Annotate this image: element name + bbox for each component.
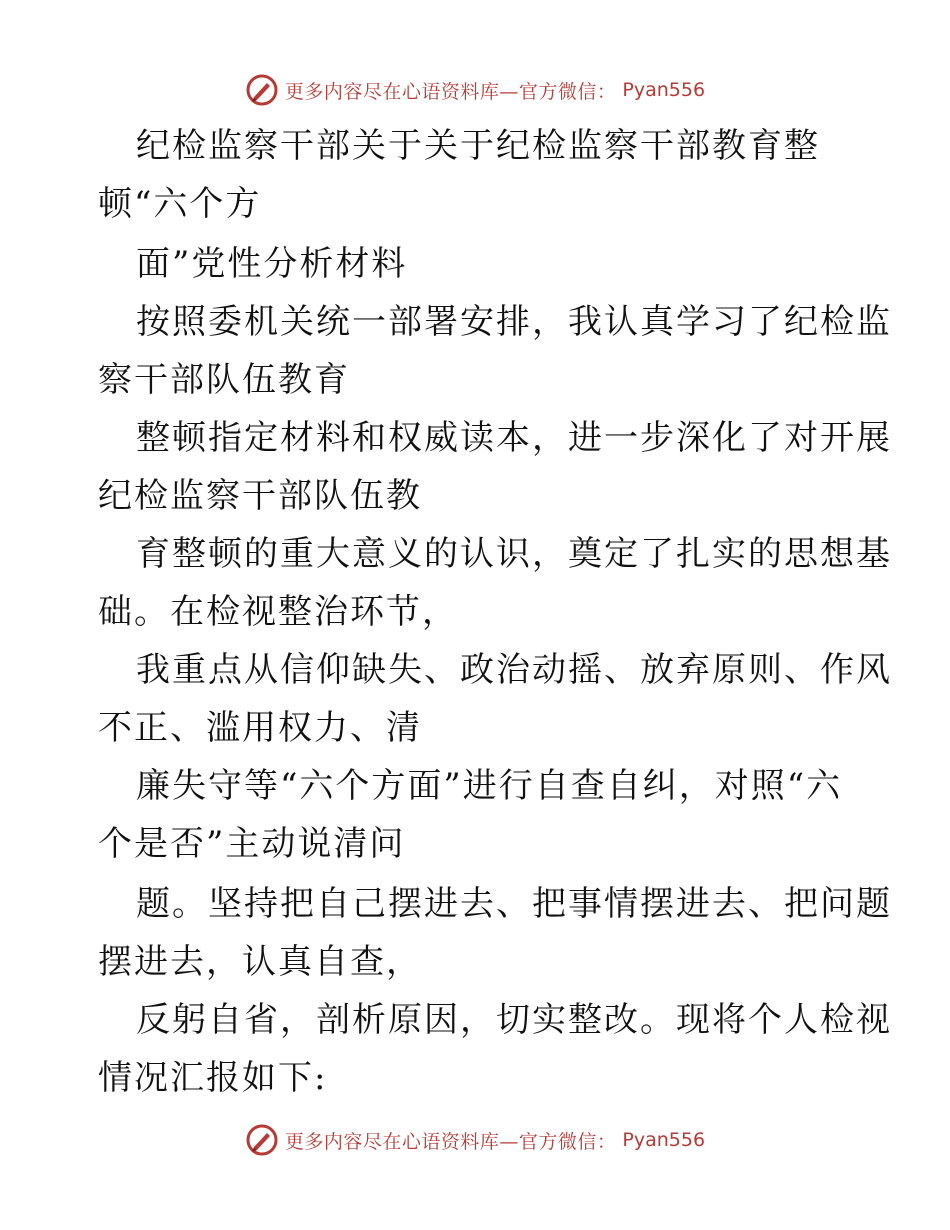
watermark-contact: Pyan556 [622,1129,706,1151]
paragraph-line: 摆进去，认真自查， [98,942,422,982]
footer-watermark [0,1120,950,1160]
header-watermark [0,70,950,110]
title-line: 顿“六个方 [98,184,262,224]
paragraph-line: 题。坚持把自己摆进去、把事情摆进去、把问题 [136,884,892,924]
paragraph-line: 廉失守等“六个方面”进行自查自纠，对照“六 [136,766,843,806]
paragraph-line: 情况汇报如下: [98,1058,328,1098]
paragraph-line: 整顿指定材料和权威读本，进一步深化了对开展 [136,418,892,458]
watermark-text: 更多内容尽在心语资料库—官方微信： [284,1130,617,1153]
paragraph-line: 察干部队伍教育 [98,360,350,400]
paragraph-line: 反躬自省，剖析原因，切实整改。现将个人检视 [136,1000,892,1040]
paragraph-line: 个是否”主动说清问 [98,824,406,864]
paragraph-line: 纪检监察干部队伍教 [98,476,422,516]
paragraph-line: 础。在检视整治环节， [98,592,458,632]
paragraph-line: 育整顿的重大意义的认识，奠定了扎实的思想基 [136,534,892,574]
watermark-text: 更多内容尽在心语资料库—官方微信： [284,80,617,103]
paragraph-line: 按照委机关统一部署安排，我认真学习了纪检监 [136,302,892,342]
pen-circle-logo-icon [245,73,279,107]
paragraph-line: 不正、滥用权力、清 [98,708,422,748]
title-line: 纪检监察干部关于关于纪检监察干部教育整 [136,126,820,166]
watermark-contact: Pyan556 [622,79,706,101]
title-line: 面”党性分析材料 [136,244,408,284]
pen-circle-logo-icon [245,1123,279,1157]
paragraph-line: 我重点从信仰缺失、政治动摇、放弃原则、作风 [136,650,892,690]
